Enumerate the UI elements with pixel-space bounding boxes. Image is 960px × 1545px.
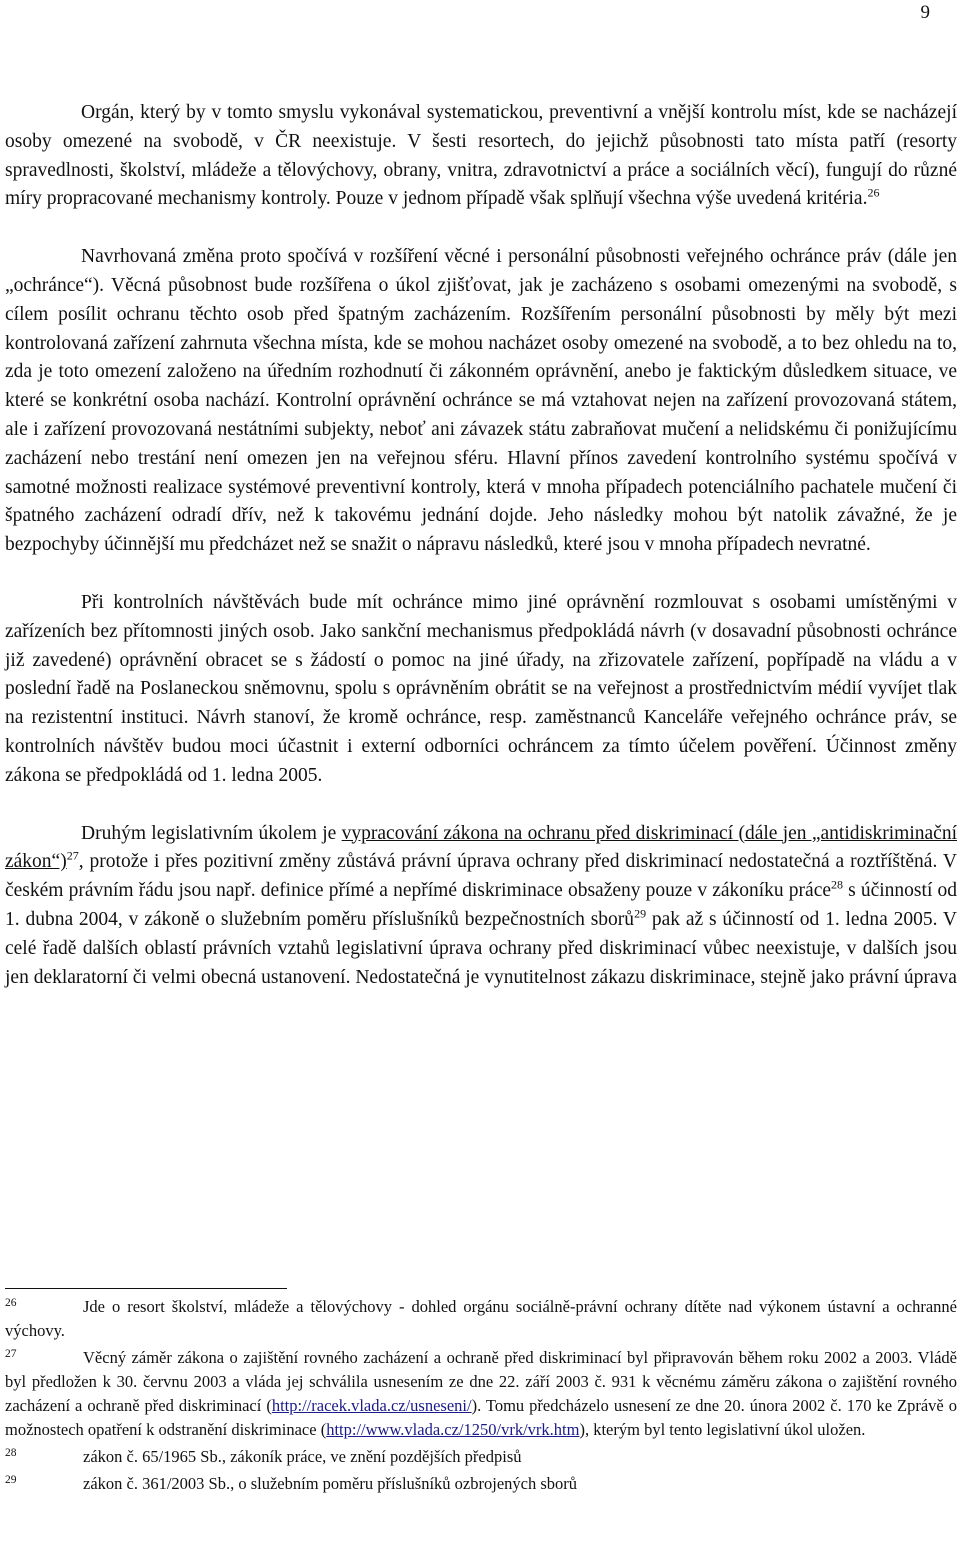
paragraph-4-mid1: , protože i přes pozitivní změny zůstává právní úprava ochrany před diskriminací nedostatečná a roztříštěná. V českém právním řádu jsou např. definice přímé a nepřímé diskriminace obsaženy pouze v zákoníku práce <box>5 851 957 902</box>
paragraph-3: Při kontrolních návštěvách bude mít ochránce mimo jiné oprávnění rozmlouvat s osobami umístěnými v zařízeních bez přítomnosti jiných osob. Jako sankční mechanismus předpokládá návrh (v dosavadní působnosti ochránce již zavedené) oprávnění obracet se s žádostí o pomoc na jiné úřady, na zřizovatele zařízení, popřípadě na vládu a v poslední řadě na Poslaneckou sněmovnu, spolu s oprávněním obrátit se na veřejnost a prostřednictvím médií vyvíjet tlak na rezistentní instituci. Návrh stanoví, že kromě ochránce, resp. zaměstnanců Kanceláře veřejného ochránce práv, se kontrolních návštěv budou moci účastnit i externí odborníci ochráncem za tímto účelem pověření. Účinnost změny zákona se předpokládá od 1. ledna 2005. <box>5 591 957 786</box>
footnote-text: Jde o resort školství, mládeže a tělovýchovy - dohled orgánu sociálně-právní ochrany dítěte nad výkonem ústavní a ochranné výchovy. <box>5 1297 957 1340</box>
page-number: 9 <box>920 2 930 23</box>
footnote-text: Věcný záměr zákona o zajištění rovného zacházení a ochraně před diskriminací byl připravován během roku 2002 a 2003. Vládě byl předložen k 30. červnu 2003 a vláda jej schválila usnesením ze dne 22. září 2003 č. 931 k věcnému záměru zákona o zajištění rovného zacházení a ochraně před diskriminací ( <box>5 1348 957 1415</box>
footnote-text: zákon č. 361/2003 Sb., o služebním poměru příslušníků ozbrojených sborů <box>83 1474 578 1493</box>
footnote-ref-27[interactable]: 27 <box>66 848 79 863</box>
link-racek-usneseni[interactable]: http://racek.vlada.cz/usneseni/ <box>271 1396 472 1415</box>
footnote-text: zákon č. 65/1965 Sb., zákoník práce, ve znění pozdějších předpisů <box>83 1447 522 1466</box>
paragraph-4-tail: pak až s účinností od 1. ledna 2005. V celé řadě dalších oblastí právních vztahů legislativní úprava ochrany před diskriminací vůbec neexistuje, v dalších jsou jen deklaratorní či velmi obecná ustanovení. Nedostatečná je vynutitelnost zákazu diskriminace, stejně jako právní úprava <box>5 908 958 988</box>
footnote-28: 28 zákon č. 65/1965 Sb., zákoník práce, ve znění pozdějších předpisů <box>5 1446 522 1466</box>
footnotes-section <box>5 1288 957 1499</box>
footnote-text: ), kterým byl tento legislativní úkol uložen. <box>579 1420 866 1439</box>
footnote-27: 27 Věcný záměr zákona o zajištění rovného zacházení a ochraně před diskriminací byl připravován během roku 2002 a 2003. Vládě byl předložen k 30. červnu 2003 a vláda jej schválila usnesením ze dne 22. září 2003 č. 931 k věcnému záměru zákona o zajištění rovného zacházení a ochraně před diskriminací (http://racek.vlada.cz/usneseni/). Tomu předcházelo usnesení ze dne 20. února 2002 č. 170 ke Zprávě o možnostech opatření k odstranění diskriminace (http://www.vlada.cz/1250/vrk/vrk.htm), kterým byl tento legislativní úkol uložen. <box>5 1347 957 1439</box>
law-title-underlined: vypracování zákona na ochranu před diskriminací (dále jen „antidiskriminační zákon“) <box>5 822 957 873</box>
footnote-26: 26 Jde o resort školství, mládeže a tělovýchovy - dohled orgánu sociálně-právní ochrany dítěte nad výkonem ústavní a ochranné výchovy. <box>5 1296 957 1340</box>
paragraph-2: Navrhovaná změna proto spočívá v rozšíření věcné i personální působnosti veřejného ochránce práv (dále jen „ochránce“). Věcná působnost bude rozšířena o úkol zjišťovat, jak je zacházeno s osobami omezenými na svobodě, s cílem posílit ochranu těchto osob před špatným zacházením. Rozšířením personální působnosti by měly být mezi kontrolovaná zařízení zahrnuta všechna místa, kde se mohou nacházet osoby omezené na svobodě, a to bez ohledu na to, zda je toto omezení založeno na úředním rozhodnutí či zákonném oprávnění, anebo je faktickým důsledkem situace, ve které se konkrétní osoba nachází. Kontrolní oprávnění ochránce se má vztahovat nejen na zařízení provozovaná státem, ale i zařízení provozovaná nestátními subjekty, neboť ani závazek státu zabraňovat mučení a nelidskému či ponižujícímu zacházení nebo trestání není omezen jen na veřejnou sféru. Hlavní přínos zavedení kontrolního systému spočívá v samotné možnosti realizace systémové preventivní kontroly, která v mnoha případech potenciálního pachatele mučení či špatného zacházení odradí dřív, než k takovému jednání dojde. Jeho následky mohou být natolik závažné, že je bezpochyby účinnější mu předcházet než se snažit o nápravu následků, které jsou v mnoha případech nevratné. <box>5 246 957 556</box>
paragraph-4-mid2: s účinností od 1. dubna 2004, v zákoně o služebním poměru příslušníků bezpečnostních sborů <box>5 880 957 930</box>
paragraph-4-lead: Druhým legislativním úkolem je <box>81 822 342 844</box>
paragraph-4 <box>5 820 957 993</box>
footnote-divider <box>5 1288 287 1289</box>
footnote-29: 29 zákon č. 361/2003 Sb., o služebním poměru příslušníků ozbrojených sborů <box>5 1473 578 1493</box>
footnote-ref-29[interactable]: 29 <box>634 906 647 921</box>
link-vlada-vrk[interactable]: http://www.vlada.cz/1250/vrk/vrk.htm <box>326 1420 580 1439</box>
footnote-ref-28[interactable]: 28 <box>831 877 844 892</box>
body-text <box>5 99 957 992</box>
paragraph-1-text: Orgán, který by v tomto smyslu vykonával systematickou, preventivní a vnější kontrolu míst, kde se nacházejí osoby omezené na svobodě, v ČR neexistuje. V šesti resortech, do jejichž působnosti tato místa patří (resorty spravedlnosti, školství, mládeže a tělovýchovy, obrany, vnitra, zdravotnictví a práce a sociálních věcí), fungují do různé míry propracované mechanismy kontroly. Pouze v jednom případě však splňují všechna výše uvedená kritéria. <box>5 102 957 210</box>
paragraph-1 <box>5 99 957 214</box>
footnote-text: ). Tomu předcházelo usnesení ze dne 20. února 2002 č. 170 ke Zprávě o možnostech opatření k odstranění diskriminace ( <box>5 1396 957 1439</box>
footnote-ref-26[interactable]: 26 <box>867 185 880 200</box>
